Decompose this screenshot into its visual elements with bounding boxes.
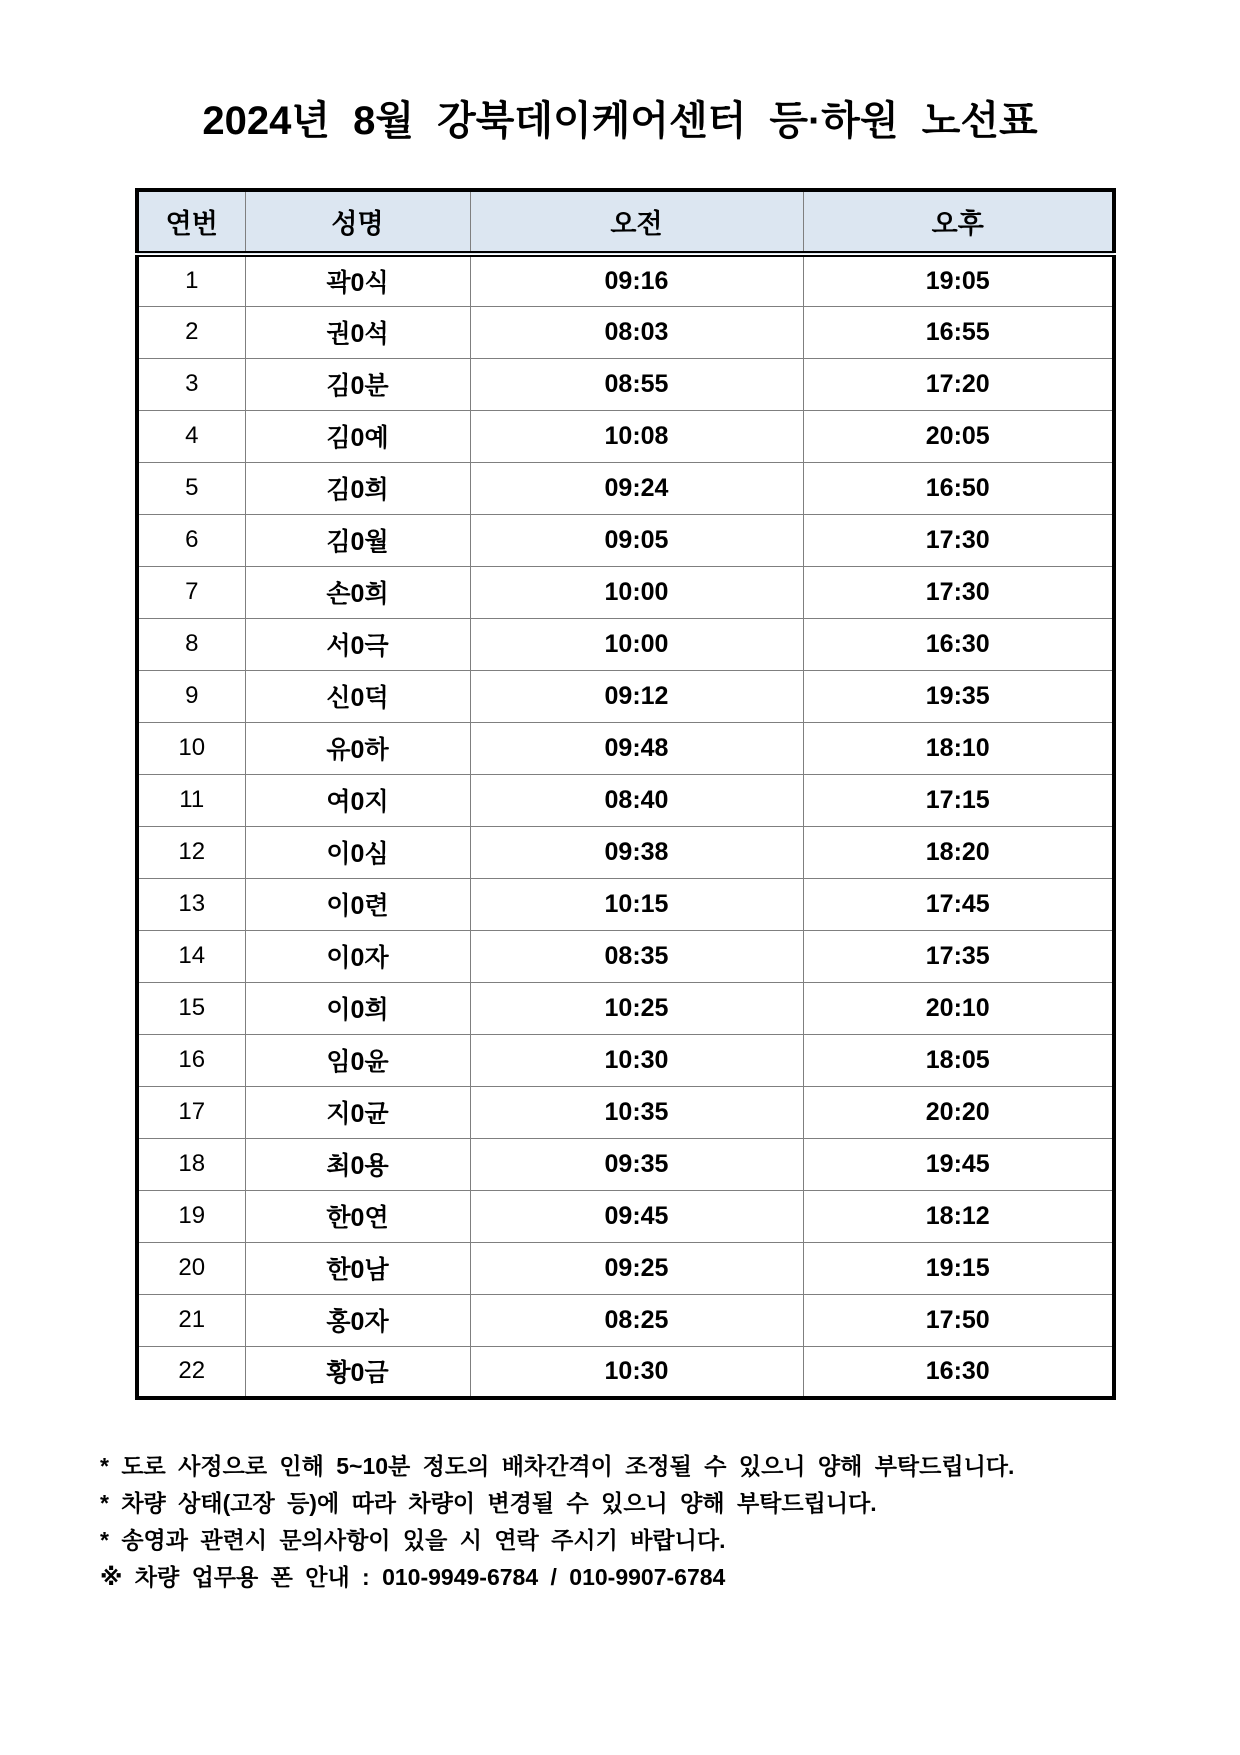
cell-name: 한0연 (245, 1190, 470, 1242)
table-row (137, 982, 1114, 1034)
cell-pm: 19:15 (803, 1242, 1114, 1294)
header-cell-no: 연번 (137, 190, 245, 254)
cell-am: 09:35 (470, 1138, 803, 1190)
notes-section (100, 1448, 1240, 1596)
table-row (137, 1242, 1114, 1294)
cell-name: 김0월 (245, 514, 470, 566)
table-row (137, 566, 1114, 618)
cell-pm: 17:20 (803, 358, 1114, 410)
cell-name: 지0균 (245, 1086, 470, 1138)
cell-name: 신0덕 (245, 670, 470, 722)
cell-pm: 17:50 (803, 1294, 1114, 1346)
table-row (137, 306, 1114, 358)
cell-no: 9 (137, 670, 245, 722)
cell-pm: 20:05 (803, 410, 1114, 462)
cell-pm: 17:30 (803, 514, 1114, 566)
cell-no: 4 (137, 410, 245, 462)
cell-name: 최0용 (245, 1138, 470, 1190)
cell-name: 이0심 (245, 826, 470, 878)
cell-am: 10:35 (470, 1086, 803, 1138)
cell-name: 손0희 (245, 566, 470, 618)
cell-pm: 18:10 (803, 722, 1114, 774)
cell-name: 이0희 (245, 982, 470, 1034)
cell-pm: 18:12 (803, 1190, 1114, 1242)
cell-pm: 19:35 (803, 670, 1114, 722)
cell-am: 10:30 (470, 1034, 803, 1086)
cell-name: 김0분 (245, 358, 470, 410)
table-row (137, 930, 1114, 982)
cell-am: 09:05 (470, 514, 803, 566)
cell-no: 13 (137, 878, 245, 930)
table-row (137, 514, 1114, 566)
cell-pm: 19:05 (803, 254, 1114, 306)
page-title: 2024년 8월 강북데이케어센터 등·하원 노선표 (202, 99, 1038, 143)
cell-pm: 17:15 (803, 774, 1114, 826)
cell-am: 08:40 (470, 774, 803, 826)
table-row (137, 1034, 1114, 1086)
note-line-road: * 도로 사정으로 인해 5~10분 정도의 배차간격이 조정될 수 있으니 양해 부탁드립니다. (100, 1453, 1015, 1479)
table-row (137, 462, 1114, 514)
cell-pm: 17:35 (803, 930, 1114, 982)
table-row (137, 410, 1114, 462)
cell-am: 09:12 (470, 670, 803, 722)
cell-name: 김0희 (245, 462, 470, 514)
cell-name: 유0하 (245, 722, 470, 774)
cell-name: 이0자 (245, 930, 470, 982)
cell-name: 권0석 (245, 306, 470, 358)
cell-no: 10 (137, 722, 245, 774)
cell-no: 18 (137, 1138, 245, 1190)
note-line-contact: * 송영과 관련시 문의사항이 있을 시 연락 주시기 바랍니다. (100, 1527, 726, 1553)
cell-name: 여0지 (245, 774, 470, 826)
cell-no: 17 (137, 1086, 245, 1138)
cell-am: 08:25 (470, 1294, 803, 1346)
note-line-vehicle: * 차량 상태(고장 등)에 따라 차량이 변경될 수 있으니 양해 부탁드립니다. (100, 1490, 877, 1516)
cell-am: 10:08 (470, 410, 803, 462)
cell-name: 임0윤 (245, 1034, 470, 1086)
cell-am: 09:38 (470, 826, 803, 878)
cell-am: 09:45 (470, 1190, 803, 1242)
cell-am: 10:00 (470, 618, 803, 670)
cell-am: 09:16 (470, 254, 803, 306)
cell-name: 서0극 (245, 618, 470, 670)
cell-no: 12 (137, 826, 245, 878)
cell-name: 이0련 (245, 878, 470, 930)
cell-am: 10:30 (470, 1346, 803, 1398)
cell-pm: 20:10 (803, 982, 1114, 1034)
cell-no: 20 (137, 1242, 245, 1294)
cell-am: 08:35 (470, 930, 803, 982)
cell-am: 09:25 (470, 1242, 803, 1294)
header-cell-pm: 오후 (803, 190, 1114, 254)
cell-am: 08:55 (470, 358, 803, 410)
table-row (137, 358, 1114, 410)
cell-name: 김0예 (245, 410, 470, 462)
schedule-table-header (137, 190, 1114, 254)
cell-pm: 16:50 (803, 462, 1114, 514)
cell-name: 한0남 (245, 1242, 470, 1294)
cell-no: 8 (137, 618, 245, 670)
cell-no: 22 (137, 1346, 245, 1398)
cell-no: 21 (137, 1294, 245, 1346)
header-row (137, 190, 1114, 254)
note-line-phone: ※ 차량 업무용 폰 안내 : 010-9949-6784 / 010-9907-6784 (100, 1564, 726, 1590)
table-row (137, 254, 1114, 306)
cell-no: 11 (137, 774, 245, 826)
cell-no: 6 (137, 514, 245, 566)
cell-pm: 19:45 (803, 1138, 1114, 1190)
cell-name: 황0금 (245, 1346, 470, 1398)
cell-no: 1 (137, 254, 245, 306)
cell-pm: 18:05 (803, 1034, 1114, 1086)
cell-pm: 17:30 (803, 566, 1114, 618)
cell-no: 7 (137, 566, 245, 618)
cell-am: 09:48 (470, 722, 803, 774)
cell-pm: 16:30 (803, 618, 1114, 670)
schedule-table (135, 188, 1116, 1400)
cell-am: 10:15 (470, 878, 803, 930)
table-row (137, 774, 1114, 826)
table-row (137, 1294, 1114, 1346)
cell-pm: 20:20 (803, 1086, 1114, 1138)
cell-pm: 16:55 (803, 306, 1114, 358)
schedule-table-body (137, 254, 1114, 1398)
cell-pm: 17:45 (803, 878, 1114, 930)
cell-no: 14 (137, 930, 245, 982)
table-row (137, 722, 1114, 774)
cell-no: 15 (137, 982, 245, 1034)
cell-no: 3 (137, 358, 245, 410)
cell-am: 09:24 (470, 462, 803, 514)
cell-pm: 16:30 (803, 1346, 1114, 1398)
cell-pm: 18:20 (803, 826, 1114, 878)
table-row (137, 1138, 1114, 1190)
table-row (137, 1346, 1114, 1398)
table-row (137, 1190, 1114, 1242)
cell-am: 10:00 (470, 566, 803, 618)
cell-am: 10:25 (470, 982, 803, 1034)
table-row (137, 878, 1114, 930)
table-row (137, 1086, 1114, 1138)
header-cell-name: 성명 (245, 190, 470, 254)
cell-no: 19 (137, 1190, 245, 1242)
header-cell-am: 오전 (470, 190, 803, 254)
table-row (137, 826, 1114, 878)
cell-name: 곽0식 (245, 254, 470, 306)
cell-no: 16 (137, 1034, 245, 1086)
table-row (137, 670, 1114, 722)
cell-no: 5 (137, 462, 245, 514)
cell-no: 2 (137, 306, 245, 358)
cell-name: 홍0자 (245, 1294, 470, 1346)
table-row (137, 618, 1114, 670)
cell-am: 08:03 (470, 306, 803, 358)
